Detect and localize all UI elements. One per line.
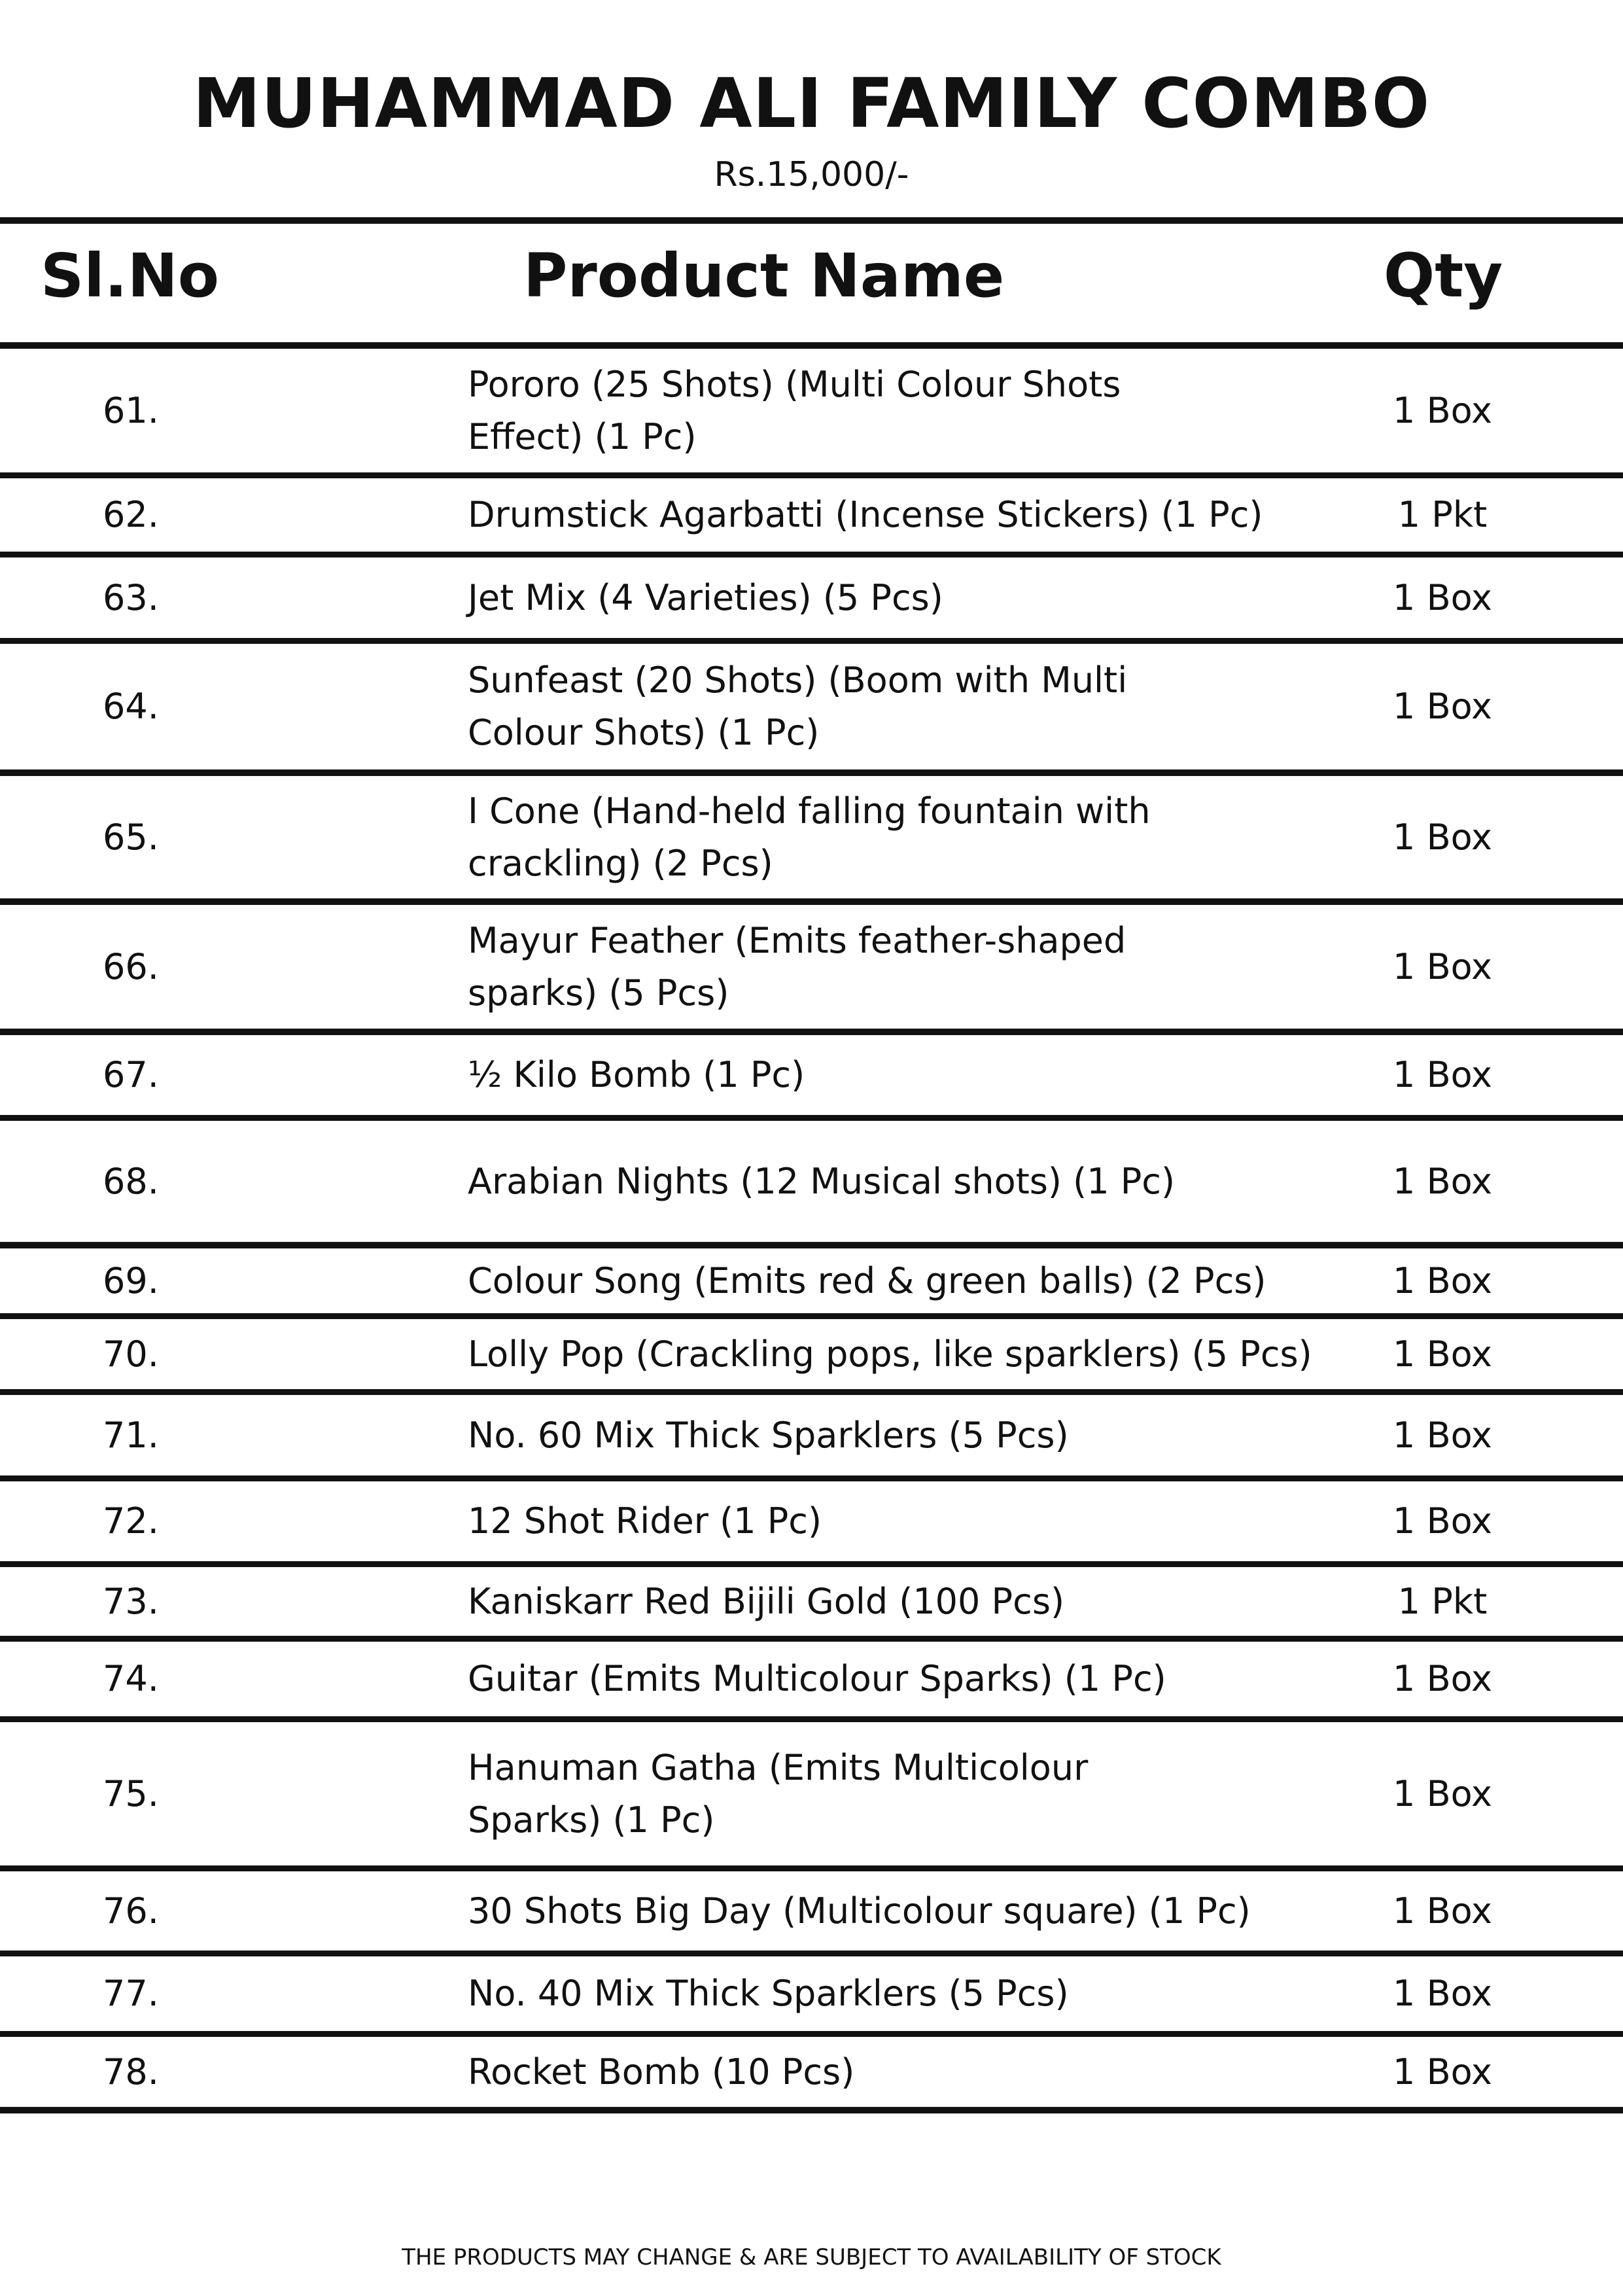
row-divider (0, 1865, 1623, 1871)
header-product-name: Product Name (523, 241, 1005, 311)
row-product-name: Pororo (25 Shots) (Multi Colour Shots Effect) (1 Pc) (468, 363, 1121, 457)
row-sl-no: 75. (103, 1773, 159, 1814)
row-divider (0, 2031, 1623, 2037)
row-divider (0, 769, 1623, 776)
table-row (0, 1642, 1623, 1716)
row-sl-no: 61. (103, 389, 159, 431)
row-product-name: Drumstick Agarbatti (Incense Stickers) (1 Pc) (468, 494, 1263, 535)
row-divider (0, 1115, 1623, 1121)
table-row (0, 905, 1623, 1029)
page-title: MUHAMMAD ALI FAMILY COMBO (192, 63, 1431, 143)
row-qty: 1 Pkt (1397, 494, 1488, 535)
row-divider (0, 1636, 1623, 1642)
stock-disclaimer: THE PRODUCTS MAY CHANGE & ARE SUBJECT TO AVAILABILITY OF STOCK (402, 2244, 1221, 2270)
row-qty: 1 Box (1393, 1333, 1492, 1375)
row-product-name: Lolly Pop (Crackling pops, like sparklers) (5 Pcs) (468, 1333, 1312, 1375)
row-divider (0, 1951, 1623, 1956)
row-sl-no: 74. (103, 1658, 159, 1699)
table-row (0, 2037, 1623, 2107)
row-product-name: Kaniskarr Red Bijili Gold (100 Pcs) (468, 1580, 1065, 1622)
row-sl-no: 65. (103, 816, 159, 858)
row-sl-no: 70. (103, 1333, 159, 1375)
row-sl-no: 68. (103, 1160, 159, 1202)
row-product-name: Arabian Nights (12 Musical shots) (1 Pc) (468, 1160, 1176, 1202)
row-divider (0, 472, 1623, 478)
row-product-name: Sunfeast (20 Shots) (Boom with Multi Colour Shots) (1 Pc) (468, 660, 1128, 753)
row-sl-no: 63. (103, 576, 159, 618)
table-row (0, 1481, 1623, 1561)
table-row (0, 1319, 1623, 1389)
row-product-name: Guitar (Emits Multicolour Sparks) (1 Pc) (468, 1658, 1166, 1699)
row-product-name: 30 Shots Big Day (Multicolour square) (1 Pc) (468, 1890, 1251, 1932)
row-qty: 1 Box (1393, 1160, 1492, 1202)
row-qty: 1 Box (1393, 1773, 1492, 1814)
row-qty: 1 Box (1393, 1973, 1492, 2014)
row-qty: 1 Box (1393, 2051, 1492, 2093)
table-row (0, 776, 1623, 898)
table-row (0, 1871, 1623, 1951)
row-qty: 1 Box (1393, 945, 1492, 987)
table-row (0, 478, 1623, 552)
row-divider (0, 898, 1623, 905)
row-divider (0, 1313, 1623, 1319)
row-product-name: Hanuman Gatha (Emits Multicolour Sparks) (1 Pc) (468, 1746, 1089, 1841)
row-sl-no: 71. (103, 1414, 159, 1456)
row-qty: 1 Box (1393, 1054, 1492, 1095)
row-qty: 1 Box (1393, 1890, 1492, 1932)
table-row (0, 557, 1623, 638)
table-row (0, 644, 1623, 769)
row-product-name: Mayur Feather (Emits feather-shaped sparks) (5 Pcs) (468, 919, 1126, 1014)
table-row (0, 1395, 1623, 1475)
row-divider (0, 1716, 1623, 1722)
row-product-name: Rocket Bomb (10 Pcs) (468, 2051, 855, 2093)
row-sl-no: 67. (103, 1054, 159, 1095)
row-qty: 1 Box (1393, 816, 1492, 858)
row-product-name: Jet Mix (4 Varieties) (5 Pcs) (468, 576, 943, 618)
row-divider (0, 1029, 1623, 1035)
row-divider (0, 552, 1623, 557)
header-top-divider (0, 217, 1623, 224)
table-row (0, 349, 1623, 472)
row-product-name: I Cone (Hand-held falling fountain with crackling) (2 Pcs) (468, 790, 1151, 884)
row-sl-no: 72. (103, 1500, 159, 1542)
table-row (0, 1722, 1623, 1865)
row-sl-no: 69. (103, 1260, 159, 1301)
table-row (0, 1956, 1623, 2031)
row-divider (0, 342, 1623, 349)
row-qty: 1 Box (1393, 686, 1492, 727)
row-divider (0, 638, 1623, 644)
row-qty: 1 Pkt (1397, 1580, 1488, 1622)
header-qty: Qty (1384, 241, 1503, 311)
row-sl-no: 76. (103, 1890, 159, 1932)
table-row (0, 1248, 1623, 1313)
row-qty: 1 Box (1393, 576, 1492, 618)
row-product-name: Colour Song (Emits red & green balls) (2 Pcs) (468, 1260, 1266, 1301)
row-qty: 1 Box (1393, 1500, 1492, 1542)
row-product-name: No. 60 Mix Thick Sparklers (5 Pcs) (468, 1414, 1069, 1456)
row-qty: 1 Box (1393, 1414, 1492, 1456)
combo-price: Rs.15,000/- (714, 155, 909, 194)
row-product-name: No. 40 Mix Thick Sparklers (5 Pcs) (468, 1973, 1069, 2014)
table-row (0, 1121, 1623, 1242)
row-sl-no: 77. (103, 1973, 159, 2014)
row-divider (0, 1389, 1623, 1395)
row-sl-no: 66. (103, 945, 159, 987)
row-divider (0, 1242, 1623, 1248)
row-qty: 1 Box (1393, 1260, 1492, 1301)
row-product-name: ½ Kilo Bomb (1 Pc) (468, 1054, 805, 1095)
header-sl-no: Sl.No (41, 241, 219, 311)
row-sl-no: 78. (103, 2051, 159, 2093)
row-sl-no: 73. (103, 1580, 159, 1622)
row-divider (0, 1561, 1623, 1567)
row-qty: 1 Box (1393, 389, 1492, 431)
row-divider (0, 2107, 1623, 2113)
table-row (0, 1567, 1623, 1636)
row-product-name: 12 Shot Rider (1 Pc) (468, 1500, 822, 1542)
row-sl-no: 62. (103, 494, 159, 535)
table-row (0, 1035, 1623, 1115)
row-divider (0, 1475, 1623, 1481)
row-qty: 1 Box (1393, 1658, 1492, 1699)
row-sl-no: 64. (103, 686, 159, 727)
